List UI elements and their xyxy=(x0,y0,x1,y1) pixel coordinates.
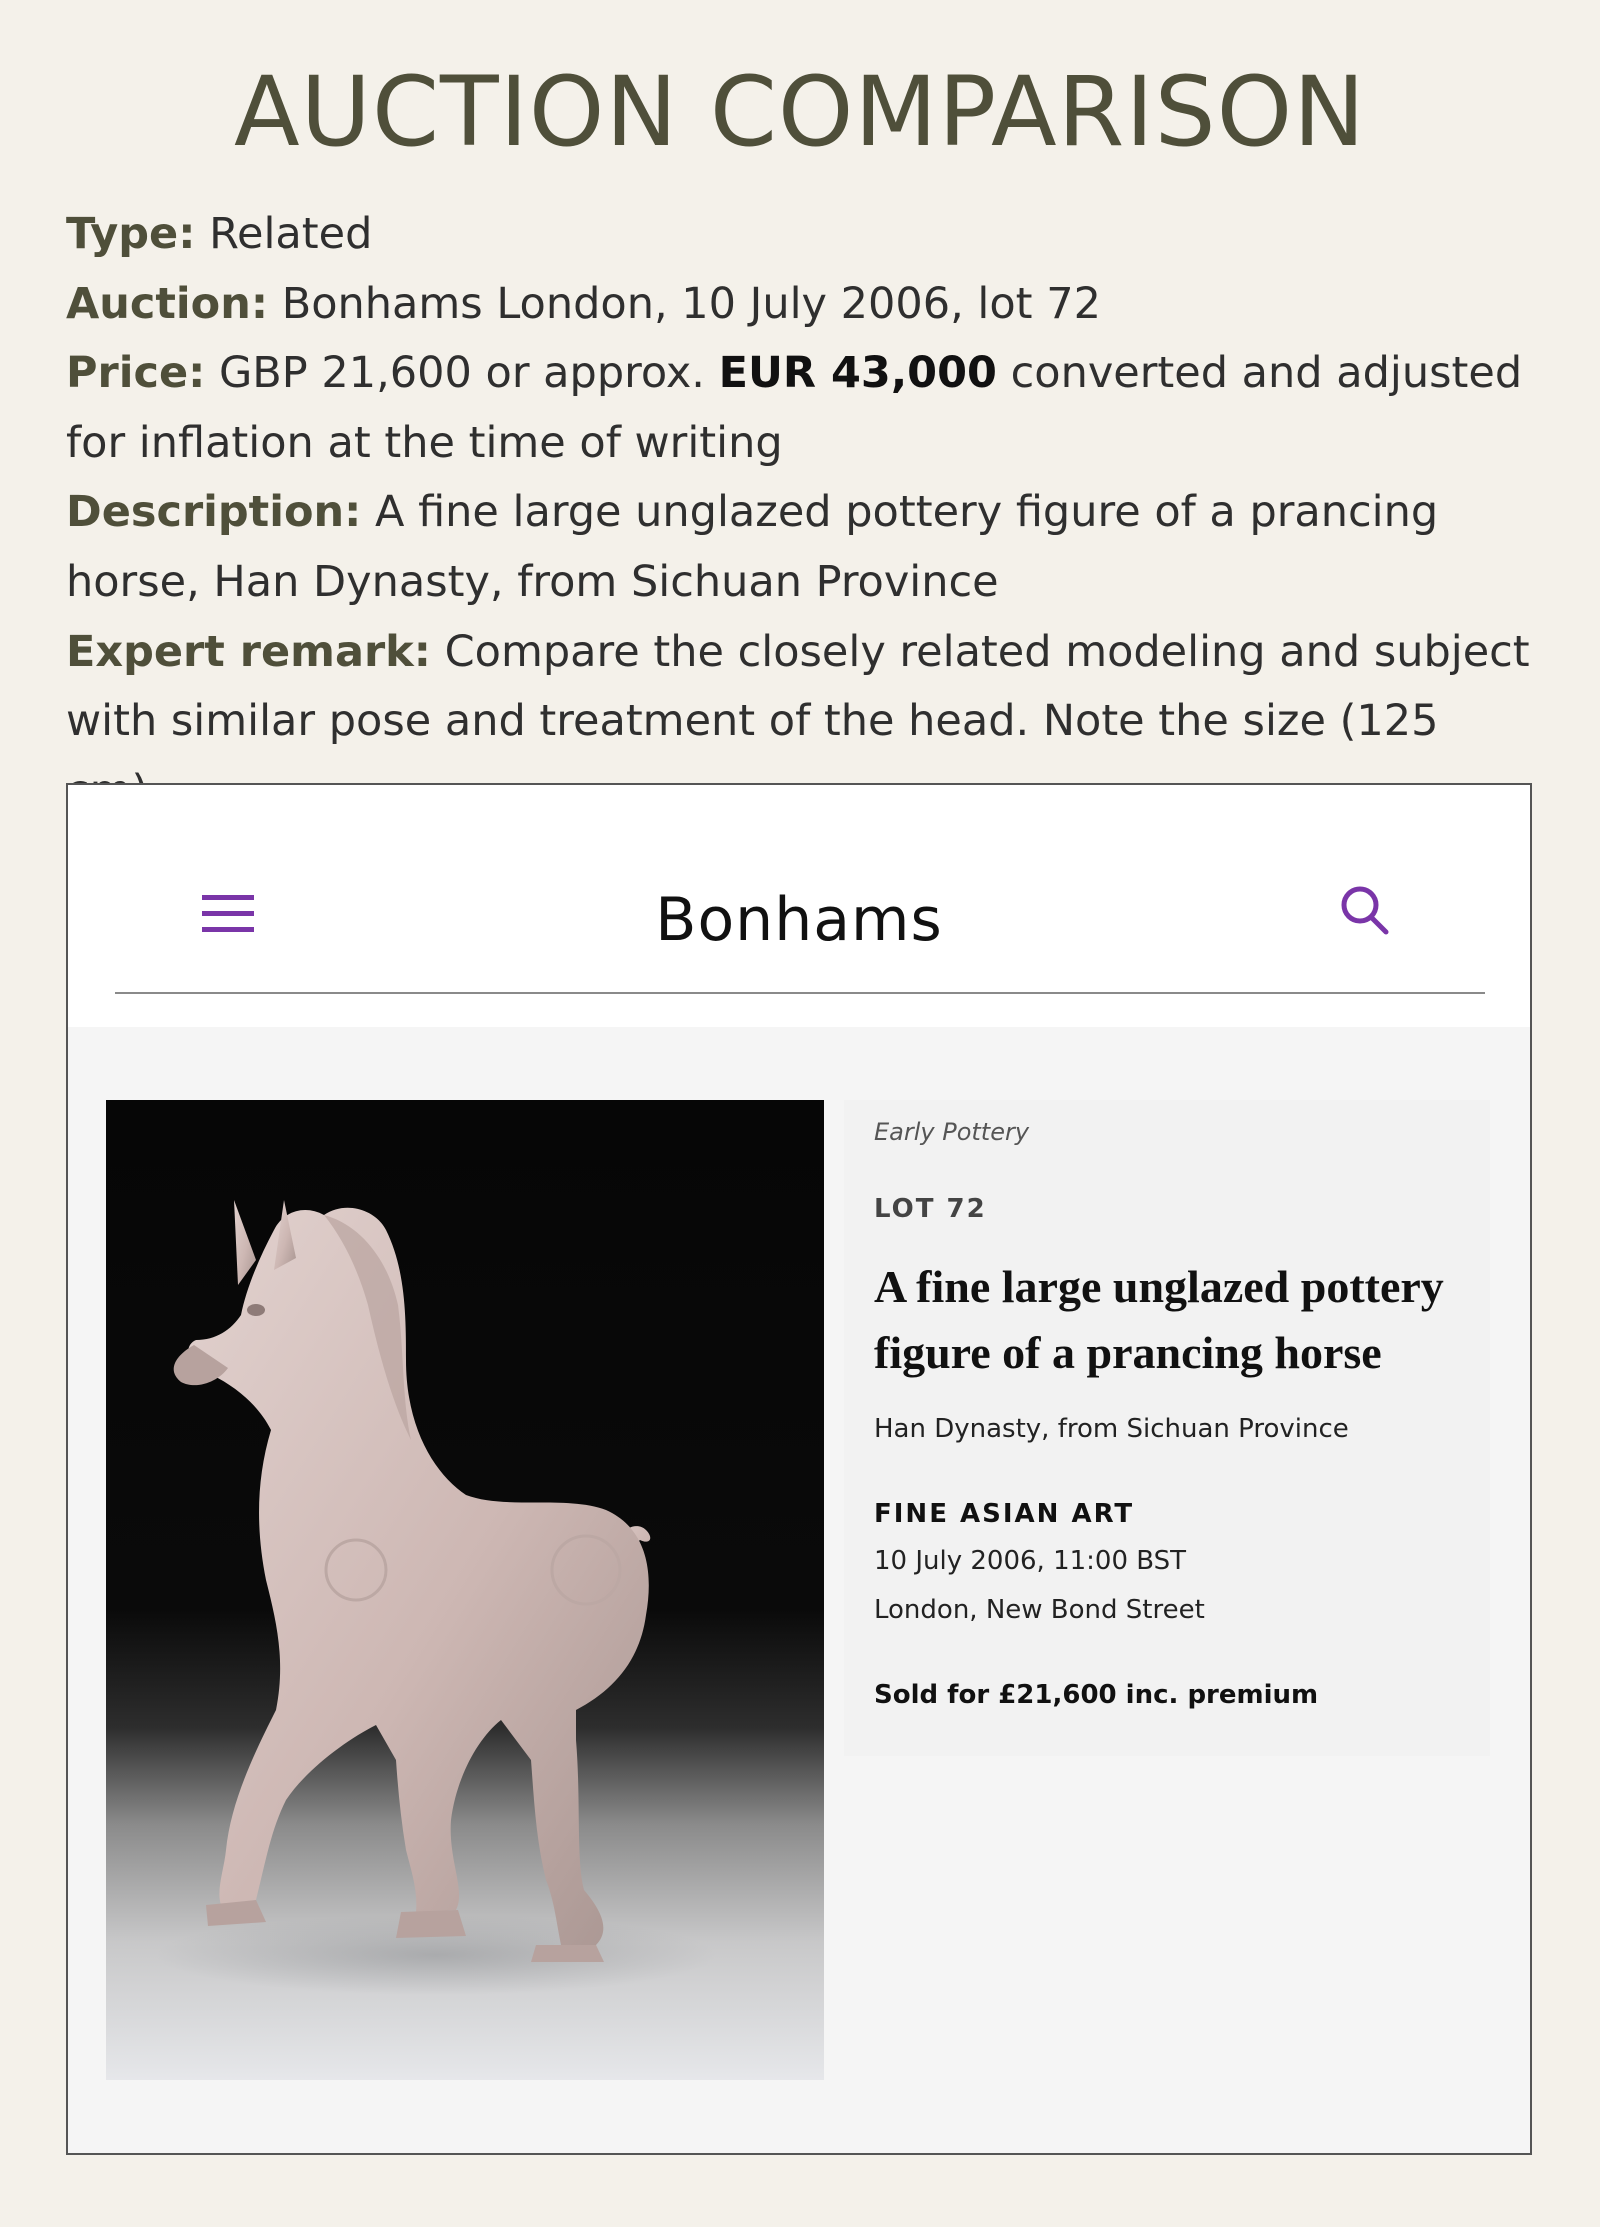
search-icon[interactable] xyxy=(1336,883,1392,939)
sale-date: 10 July 2006, 11:00 BST xyxy=(874,1546,1187,1576)
sold-price: Sold for £21,600 inc. premium xyxy=(874,1680,1319,1710)
auction-screenshot xyxy=(66,783,1532,2155)
lot-number: LOT 72 xyxy=(874,1194,987,1224)
auction-row xyxy=(66,270,1546,340)
site-header xyxy=(68,785,1530,1027)
remark-value: Compare the closely related modeling and subject with similar pose and treatment of the head. Note the size (125 xyxy=(66,626,1530,747)
price-note: converted and adjusted for inflation at the time of writing xyxy=(66,348,1523,468)
description-row xyxy=(66,478,1546,617)
sale-name-link[interactable]: FINE ASIAN ART xyxy=(874,1499,1135,1529)
type-value: Related xyxy=(209,209,373,259)
comparison-details xyxy=(66,200,1546,826)
description-value: A fine large unglazed pottery figure of a prancing horse, Han Dynasty, from Sichuan Province xyxy=(66,487,1439,607)
sale-location: London, New Bond Street xyxy=(874,1595,1205,1625)
price-eur: EUR 43,000 xyxy=(718,348,997,399)
lot-category[interactable]: Early Pottery xyxy=(874,1118,1030,1146)
lot-title: A fine large unglazed pottery figure of a prancing horse xyxy=(874,1261,1444,1378)
type-row xyxy=(66,200,1546,270)
bonhams-logo[interactable]: Bonhams xyxy=(655,885,943,955)
page-heading: AUCTION COMPARISON xyxy=(234,56,1366,168)
type-label: Type: xyxy=(66,209,196,259)
auction-value: Bonhams London, 10 July 2006, lot 72 xyxy=(281,278,1101,329)
lot-details-card xyxy=(844,1100,1490,1756)
description-label: Description: xyxy=(66,487,362,538)
auction-label: Auction: xyxy=(66,278,269,329)
header-divider xyxy=(115,992,1485,994)
price-label: Price: xyxy=(66,348,206,399)
lot-subtitle: Han Dynasty, from Sichuan Province xyxy=(874,1414,1349,1444)
horse-figure-image[interactable] xyxy=(106,1100,824,2080)
price-row xyxy=(66,339,1546,478)
price-gbp: GBP 21,600 or approx. xyxy=(218,348,705,399)
remark-label: Expert remark: xyxy=(66,626,431,677)
